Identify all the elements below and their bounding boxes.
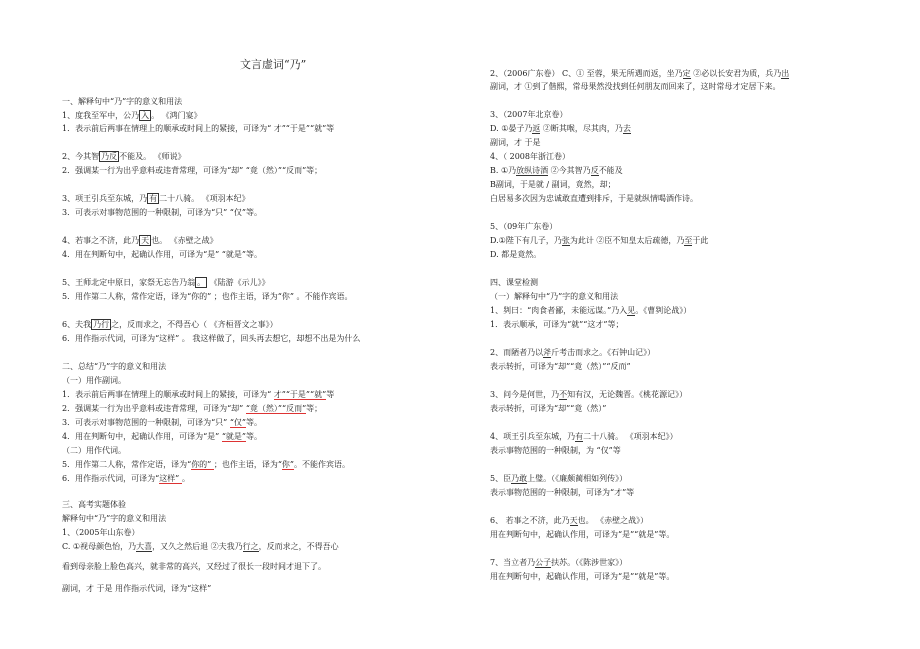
left-line: [62, 166, 322, 176]
left-line: [62, 404, 322, 414]
underlined-text: 这样”: [159, 474, 182, 483]
left-line: [62, 514, 166, 524]
text-run: 。: [181, 474, 190, 483]
left-line: [62, 418, 262, 428]
right-line: [490, 474, 627, 484]
text-run: 用在判断句中，起确认作用，可译为“是”“就是”等。: [490, 572, 675, 581]
right-line: [490, 320, 623, 330]
left-line: [62, 390, 334, 400]
text-run: B. ①乃: [490, 166, 517, 175]
text-run: （一）用作副词。: [62, 376, 126, 385]
text-run: 4．用在判断句中，起确认作用，可译为“是” “就是”等。: [62, 250, 262, 259]
text-run: 。不能作宾语。: [294, 460, 351, 469]
right-line: [490, 166, 623, 176]
text-run: 四、课堂检测: [490, 278, 538, 287]
text-run: 之，反而求之，不得吾心（ 《齐桓晋文之事》）: [111, 320, 278, 329]
page-title: 文言虚词“乃”: [240, 58, 307, 71]
underlined-text: 至: [684, 236, 693, 245]
text-run: 等: [326, 390, 335, 399]
text-run: 3、项王引兵至东城，乃: [62, 194, 148, 203]
text-run: 也。 《赤壁之战》）: [577, 516, 649, 525]
underlined-text: 公子: [535, 558, 552, 567]
text-run: D. 都是竟然。: [490, 250, 542, 259]
text-run: 也。 《赤壁之战》: [151, 236, 218, 245]
text-run: 1、（2005年山东卷）: [62, 528, 140, 537]
right-line: [490, 138, 541, 148]
text-run: D. ①晏子乃: [490, 124, 533, 133]
left-line: [62, 460, 350, 470]
text-run: C. ①视母颜色怡，乃: [62, 542, 137, 551]
underlined-text: “仅”: [229, 418, 246, 427]
boxed-text: 乃行: [93, 320, 110, 329]
text-run: ②断其喉，尽其肉，乃: [540, 124, 623, 133]
text-run: 知有汉，无论魏晋。《桃花源记》）: [567, 390, 688, 399]
left-line: [62, 278, 270, 288]
left-line: [62, 446, 126, 456]
right-line: [490, 194, 698, 204]
text-run: 用在判断句中，起确认作用，可译为“是”“就是”等。: [490, 530, 675, 539]
right-line: [490, 432, 678, 442]
text-run: 不能及: [598, 166, 623, 175]
text-run: ②必以长安君为质，兵乃: [690, 69, 782, 78]
underlined-text: 行之: [242, 542, 259, 551]
left-line: [62, 584, 211, 594]
text-run: 二十八骑。 《项羽本纪》）: [583, 432, 678, 441]
text-run: 5、王师北定中原日，家祭无忘告乃翁: [62, 278, 196, 287]
right-line: [490, 348, 655, 358]
right-line: [490, 82, 781, 92]
text-run: 1．表示前后两事在情理上的顺承或时间上的紧接，可译为“: [62, 390, 274, 399]
left-line: [62, 362, 166, 372]
right-line: [490, 250, 541, 260]
boxed-text: 有: [149, 194, 158, 203]
text-run: 2、今其智: [62, 152, 100, 161]
left-line: [62, 528, 139, 538]
text-run: 6、 若事之不济，此乃: [490, 516, 570, 525]
underlined-text: 反: [590, 166, 599, 175]
left-line: [62, 124, 334, 134]
text-run: 3、问今是何世，乃: [490, 390, 560, 399]
left-line: [62, 111, 202, 121]
text-run: 为此计 ②臣不知皇太后疏德，乃: [569, 236, 685, 245]
right-line: [490, 236, 708, 246]
text-run: 1、刿曰：“肉食者鄙，未能远谋。”乃入: [490, 306, 628, 315]
left-line: [62, 320, 278, 330]
left-line: [62, 194, 250, 204]
underlined-text: 你”: [281, 460, 295, 469]
text-run: ②今其智乃: [548, 166, 591, 175]
text-run: 2．强调某一行为出乎意料或违背常理，可译为“却” “竟（然）”“反而”等；: [62, 166, 323, 175]
underlined-text: 天: [569, 516, 578, 525]
text-run: 3．可表示对事物范围的一种限制，可译为“只” “仅”等。: [62, 208, 262, 217]
text-run: 二、总结“乃”字的意义和用法: [62, 362, 167, 371]
text-run: 二十八骑。 《项羽本纪》: [159, 194, 250, 203]
right-line: [490, 306, 691, 316]
text-run: 看到母亲脸上脸色高兴，就非常的高兴，又经过了很长一段时间才退下了。: [62, 562, 326, 571]
text-run: 1．表示顺承，可译为“就”“这才”等；: [490, 320, 624, 329]
text-run: 1．表示前后两事在情理上的顺承或时间上的紧接，可译为“ 才”“于是”“就”等: [62, 124, 335, 133]
text-run: 2、而陋者乃以: [490, 348, 544, 357]
text-run: ，又久之然后退 ②夫我乃: [152, 542, 243, 551]
right-line: [490, 572, 674, 582]
text-run: 于此: [692, 236, 709, 245]
underlined-text: 张: [561, 236, 570, 245]
text-run: 2、（2006广东卷） C、① 至蓉，果无所遇而返，坐乃: [490, 69, 683, 78]
text-run: 表示事物范围的一种限制，可译为“才”等: [490, 488, 635, 497]
underlined-text: 才”“于是”“就”: [273, 390, 327, 399]
left-line: [62, 334, 360, 344]
text-run: 扶苏。（《陈涉世家》）: [551, 558, 628, 567]
text-run: 3．可表示对事物范围的一种限制，可译为“只”: [62, 418, 230, 427]
left-line: [62, 500, 126, 510]
text-run: 5、（09年广东卷）: [490, 222, 558, 231]
right-line: [490, 278, 538, 288]
text-run: 等；: [306, 404, 323, 413]
right-line: [490, 69, 789, 79]
underlined-text: 见: [627, 306, 636, 315]
text-run: 6．用作指示代词，可译为“这样” 。 我这样做了，回头再去想它，却想不出是为什么: [62, 334, 361, 343]
right-line: [490, 530, 674, 540]
text-run: （一）解释句中“乃”字的意义和用法: [490, 292, 619, 301]
underlined-text: 有: [575, 432, 584, 441]
text-run: 不能及。 《师说》: [119, 152, 186, 161]
text-run: 6、夫我: [62, 320, 92, 329]
right-line: [490, 292, 618, 302]
left-line: [62, 542, 339, 552]
text-run: 1、度我至军中，公乃: [62, 111, 140, 120]
left-line: [62, 474, 190, 484]
underlined-text: 不: [559, 390, 568, 399]
underlined-text: 定: [682, 69, 691, 78]
underlined-text: 大喜: [136, 542, 153, 551]
left-line: [62, 152, 186, 162]
left-line: [62, 250, 262, 260]
underlined-text: 出: [781, 69, 790, 78]
text-run: B副词，于是就 / 副词，竟然，却；: [490, 180, 616, 189]
text-run: 白居易多次因为忠诚敢直遭到排斥，于是就纵情喝酒作诗。: [490, 194, 698, 203]
text-run: 副词，才 ①到了偕熙，常母果然没找到任何朋友而回来了，这时常母才定居下来。: [490, 82, 781, 91]
text-run: 3、（2007年北京卷）: [490, 110, 568, 119]
underlined-text: 放纵诗酒: [516, 166, 549, 175]
boxed-text: 入: [141, 111, 150, 120]
underlined-text: 返: [532, 124, 541, 133]
text-run: 解释句中“乃”字的意义和用法: [62, 514, 167, 523]
left-line: [62, 292, 353, 302]
text-run: 表示事物范围的一种限制，为 “仅”等: [490, 446, 621, 455]
text-run: 。 《鸿门宴》: [151, 111, 202, 120]
right-line: [490, 180, 616, 190]
text-run: 三、高考实题体验: [62, 500, 126, 509]
boxed-text: 乃反: [101, 152, 118, 161]
right-line: [490, 446, 621, 456]
text-run: 表示转折，可译为“却”“竟（然）”“反而”: [490, 362, 631, 371]
text-run: 副词，才 于是: [490, 138, 541, 147]
underlined-text: 斧: [543, 348, 552, 357]
text-run: 等。: [246, 432, 262, 441]
text-run: 7、当立者乃: [490, 558, 536, 567]
text-run: 表示转折，可译为“却”“竟（然）”: [490, 404, 607, 413]
underlined-text: 去: [622, 124, 631, 133]
underlined-text: “就是”: [221, 432, 246, 441]
text-run: 上璧。（《廉颇蔺相如列传》）: [527, 474, 628, 483]
text-run: 6．用作指示代词，可译为“: [62, 474, 160, 483]
text-run: 5、臣: [490, 474, 512, 483]
text-run: 4．用在判断句中，起确认作用，可译为“是”: [62, 432, 222, 441]
underlined-text: 你的”: [191, 460, 214, 469]
right-line: [490, 222, 557, 232]
text-run: 4、（ 2008年浙江卷）: [490, 152, 570, 161]
text-run: 2．强调某一行为出乎意料或违背常理，可译为“却”: [62, 404, 246, 413]
right-line: [490, 516, 648, 526]
left-line: [62, 236, 218, 246]
left-line: [62, 376, 126, 386]
boxed-text: 。: [197, 278, 206, 287]
text-run: （二）用作代词。: [62, 446, 126, 455]
text-run: 5．用作第二人称，常作定语，译为“你的” ；也作主语，译为“你” 。不能作宾语。: [62, 292, 353, 301]
underlined-text: 乃敢: [511, 474, 528, 483]
text-run: D.①陛下有几子，乃: [490, 236, 562, 245]
text-run: 副词，才 于是 用作指示代词，译为“这样”: [62, 584, 212, 593]
text-run: 4、若事之不济，此乃: [62, 236, 140, 245]
text-run: 一、解释句中“乃”字的意义和用法: [62, 97, 183, 106]
text-run: 斤考击而求之。《石钟山记》）: [551, 348, 656, 357]
right-line: [490, 124, 631, 134]
text-run: 5．用作第二人称，常作定语，译为“: [62, 460, 192, 469]
right-line: [490, 404, 606, 414]
right-line: [490, 362, 631, 372]
text-run: 4、项王引兵至东城，乃: [490, 432, 576, 441]
left-line: [62, 432, 262, 442]
left-line: [62, 208, 262, 218]
right-line: [490, 390, 687, 400]
text-run: 《陆游《示儿》》: [207, 278, 270, 287]
text-run: 。《曹刿论战》）: [635, 306, 692, 315]
right-line: [490, 488, 634, 498]
text-run: ；也作主语，译为“: [213, 460, 282, 469]
boxed-text: 天: [141, 236, 150, 245]
right-line: [490, 152, 570, 162]
left-line: [62, 97, 182, 107]
left-line: [62, 562, 326, 572]
underlined-text: “竟（然）”“反而”: [245, 404, 307, 413]
text-run: ，反而求之，不得吾心: [258, 542, 339, 551]
text-run: 等。: [246, 418, 262, 427]
right-line: [490, 110, 567, 120]
right-line: [490, 558, 627, 568]
